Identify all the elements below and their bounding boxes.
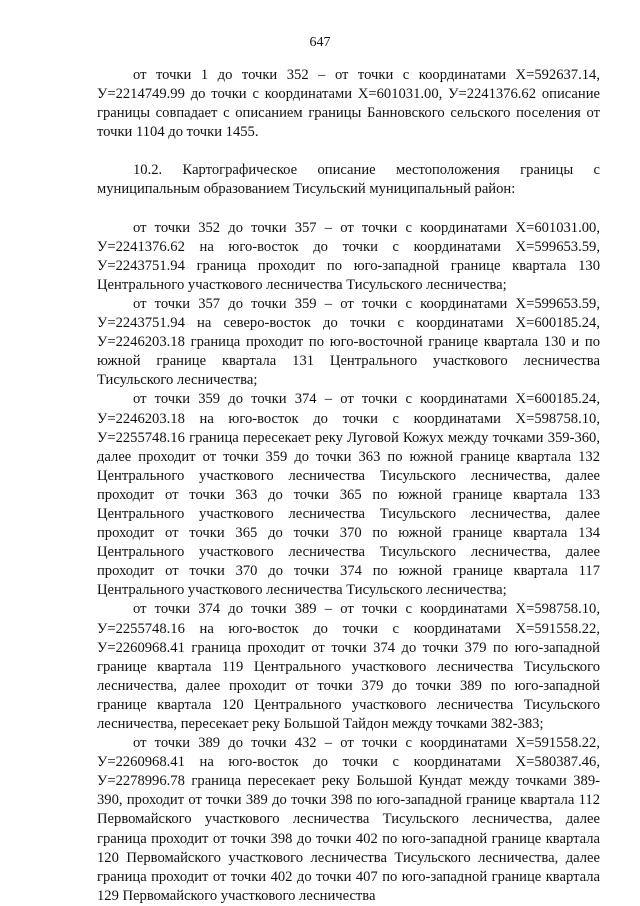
- paragraph-points-359-374: от точки 359 до точки 374 – от точки с координатами Х=600185.24, У=2246203.18 на юго-восток до точки с координатами Х=598758.10, У=2255748.16 граница пересекает реку Луговой Кожух между точками 359-360, далее проходит от точки 359 до точки 363 по южной границе квартала 132 Центрального участкового лесничества Тисульского лесничества, далее проходит от точки 363 до точки 365 по южной границе квартала 133 Центрального участкового лесничества Тисульского лесничества, далее проходит от точки 365 до точки 370 по южной границе квартала 134 Центрального участкового лесничества Тисульского лесничества, далее проходит от точки 370 до точки 374 по южной границе квартала 117 Центрального участкового лесничества Тисульского лесничества;: [97, 391, 600, 599]
- section-heading-10-2: 10.2. Картографическое описание местоположения границы с муниципальным образованием Тисульский муниципальный район:: [97, 162, 600, 198]
- page-number: 647: [309, 35, 331, 50]
- paragraph-spacer: [97, 200, 600, 219]
- paragraph-spacer: [97, 142, 600, 161]
- paragraph-points-357-359: от точки 357 до точки 359 – от точки с координатами Х=599653.59, У=2243751.94 на северо-восток до точки с координатами Х=600185.24, У=2246203.18 граница проходит по юго-восточной границе квартала 130 и по южной границе квартала 131 Центрального участкового лесничества Тисульского лесничества;: [97, 295, 600, 389]
- paragraph-points-352-357: от точки 352 до точки 357 – от точки с координатами Х=601031.00, У=2241376.62 на юго-восток до точки с координатами Х=599653.59, У=2243751.94 граница проходит по юго-западной границе квартала 130 Центрального участкового лесничества Тисульского лесничества;: [97, 219, 600, 293]
- paragraph-boundary-banovsky: от точки 1 до точки 352 – от точки с координатами Х=592637.14, У=2214749.99 до точки с координатами Х=601031.00, У=2241376.62 описание границы совпадает с описанием границы Банновского сельского поселения от точки 1104 до точки 1455.: [97, 67, 600, 141]
- document-body: [97, 66, 600, 906]
- paragraph-points-389-432: от точки 389 до точки 432 – от точки с координатами Х=591558.22, У=2260968.41 на юго-восток до точки с координатами Х=580387.46, У=2278996.78 граница пересекает реку Большой Кундат между точками 389-390, проходит от точки 389 до точки 398 по юго-западной границе квартала 112 Первомайского участкового лесничества Тисульского лесничества, далее граница проходит от точки 398 до точки 402 по юго-западной границе квартала 120 Первомайского участкового лесничества Тисульского лесничества, далее граница проходит от точки 402 до точки 407 по юго-западной границе квартала 129 Первомайского участкового лесничества: [97, 735, 600, 904]
- paragraph-points-374-389: от точки 374 до точки 389 – от точки с координатами Х=598758.10, У=2255748.16 на юго-восток до точки с координатами Х=591558.22, У=2260968.41 граница проходит от точки 374 до точки 379 по юго-западной границе квартала 119 Центрального участкового лесничества Тисульского лесничества, далее проходит от точки 379 до точки 389 по юго-западной границе квартала 120 Центрального участкового лесничества Тисульского лесничества, пересекает реку Большой Тайдон между точками 382-383;: [97, 601, 600, 732]
